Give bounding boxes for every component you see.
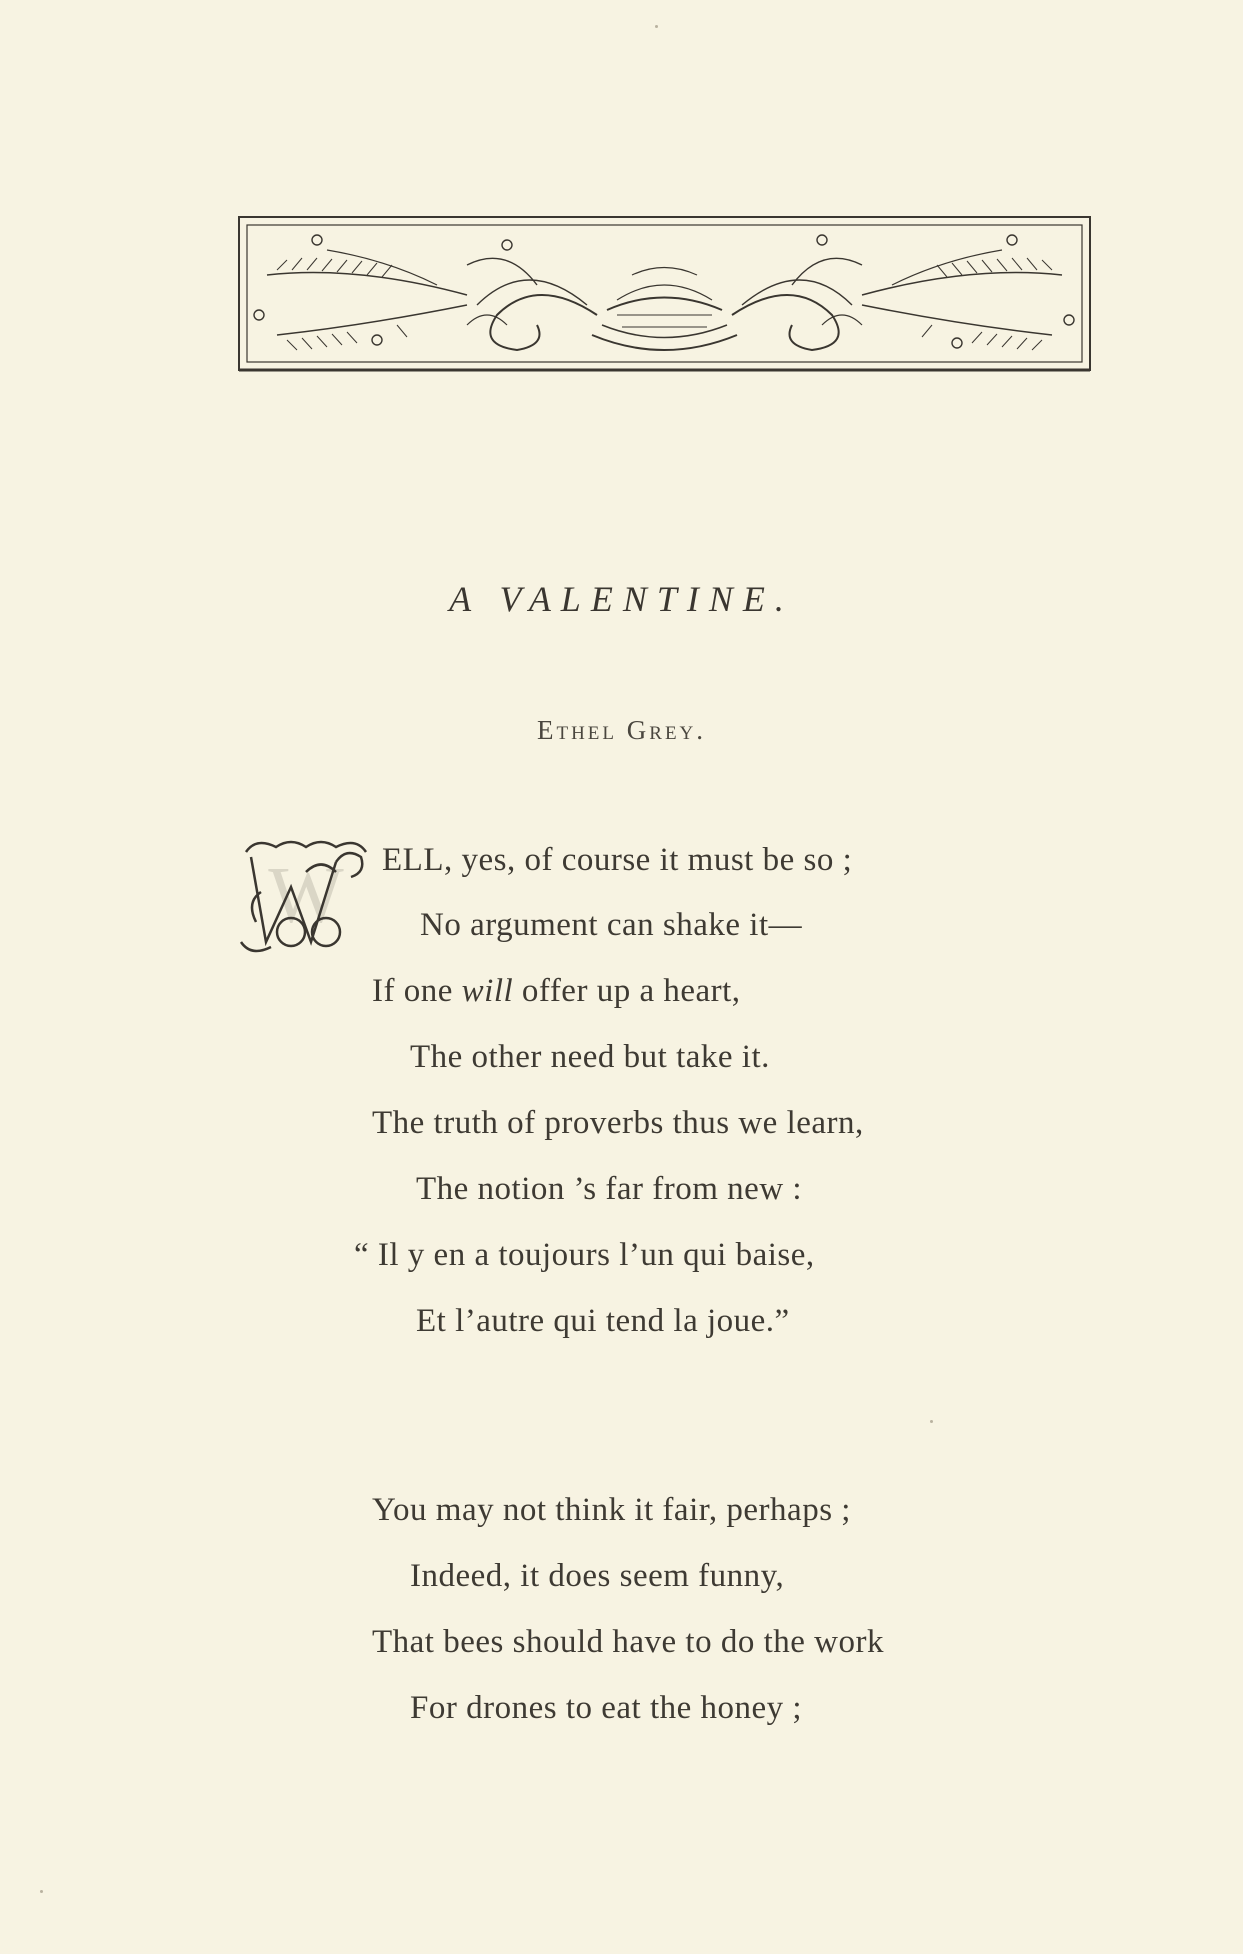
- stanza1-line4: The other need but take it.: [410, 1039, 770, 1075]
- stanza2-line4: For drones to eat the honey ;: [410, 1690, 803, 1726]
- stanza1-line3: [372, 973, 741, 1010]
- line3-italic: will: [461, 973, 514, 1009]
- stanza2-line3: That bees should have to do the work: [372, 1624, 884, 1660]
- paper-speck: [40, 1890, 43, 1893]
- paper-speck: [930, 1420, 933, 1423]
- stanza1-line2: No argument can shake it—: [420, 907, 803, 943]
- line3-after: offer up a heart,: [513, 973, 741, 1009]
- ornamental-headpiece: [237, 215, 1092, 375]
- stanza1-line8: Et l’autre qui tend la joue.”: [416, 1303, 790, 1339]
- headpiece-ornament-icon: [237, 215, 1092, 375]
- poem-title: A VALENTINE.: [449, 579, 794, 619]
- line3-before: If one: [372, 973, 462, 1009]
- stanza2-line1: You may not think it fair, perhaps ;: [372, 1492, 851, 1528]
- stanza1-line6: The notion ’s far from new :: [416, 1171, 803, 1207]
- paper-speck: [655, 25, 658, 28]
- poem-author: Ethel Grey.: [536, 715, 707, 745]
- stanza1-line5: The truth of proverbs thus we learn,: [372, 1105, 864, 1141]
- dropcap-w-icon: [236, 832, 376, 962]
- stanza2-line2: Indeed, it does seem funny,: [410, 1558, 785, 1594]
- stanza1-line7: “ Il y en a toujours l’un qui baise,: [354, 1237, 815, 1273]
- svg-text:W: W: [268, 852, 344, 940]
- stanza1-line1: ELL, yes, of course it must be so ;: [382, 842, 853, 878]
